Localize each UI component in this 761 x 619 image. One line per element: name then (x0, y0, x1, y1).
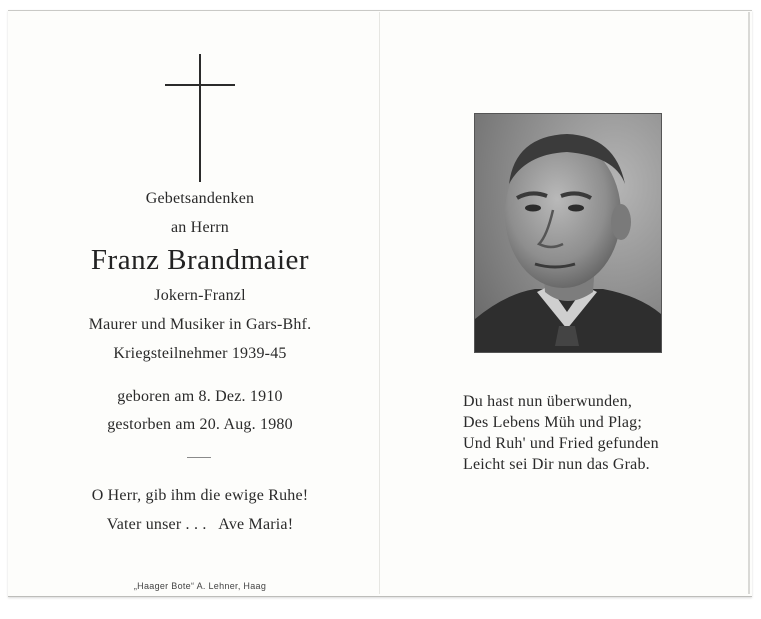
nickname: Jokern-Franzl (154, 287, 246, 304)
card-fold-line (379, 12, 380, 594)
occupation: Maurer und Musiker in Gars-Bhf. (88, 316, 312, 333)
portrait-photo (474, 113, 662, 353)
birth-date: geboren am 8. Dez. 1910 (117, 388, 283, 405)
printer-imprint: „Haager Bote“ A. Lehner, Haag (133, 581, 267, 591)
card-edge (748, 12, 750, 594)
prayer-line-2: Vater unser . . . Ave Maria! (106, 516, 294, 533)
verse-line-3: Und Ruh' und Fried gefunden (463, 435, 659, 452)
death-date: gestorben am 20. Aug. 1980 (107, 416, 293, 433)
deceased-name: Franz Brandmaier (90, 244, 310, 276)
verse-line-4: Leicht sei Dir nun das Grab. (463, 456, 650, 473)
heading-line-2: an Herrn (170, 219, 229, 236)
verse-line-2: Des Lebens Müh und Plag; (463, 414, 643, 431)
heading-line-1: Gebetsandenken (145, 190, 255, 207)
separator-line (187, 457, 211, 458)
cross-icon-bar (165, 84, 235, 86)
cross-icon (199, 54, 201, 182)
prayer-line-1: O Herr, gib ihm die ewige Ruhe! (91, 487, 309, 504)
verse-line-1: Du hast nun überwunden, (463, 393, 633, 410)
veteran-note: Kriegsteilnehmer 1939-45 (113, 345, 287, 362)
